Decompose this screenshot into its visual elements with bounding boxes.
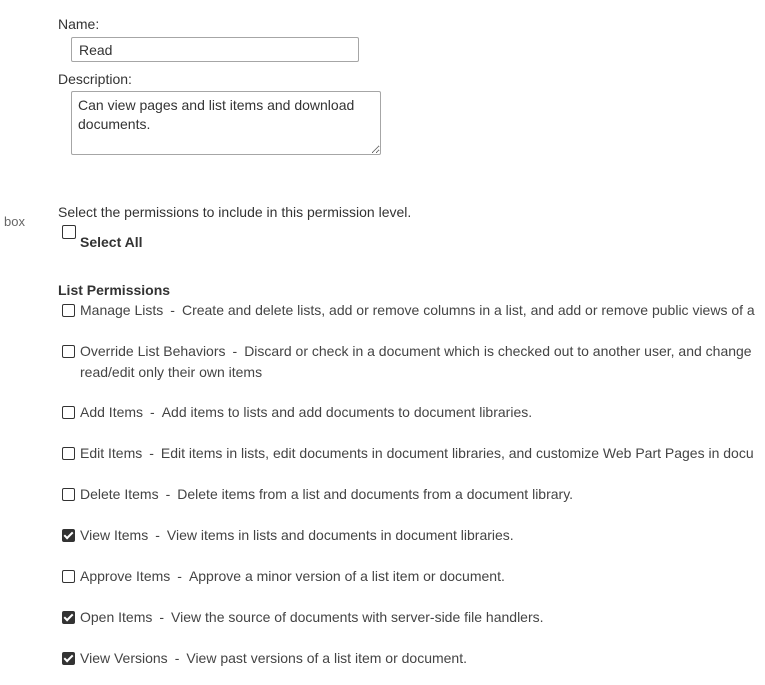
- permission-separator: -: [165, 486, 171, 502]
- permission-separator: -: [159, 609, 165, 625]
- permission-separator: -: [174, 650, 180, 666]
- permission-row: [80, 607, 544, 628]
- permission-description: Delete items from a list and documents from a document library.: [177, 486, 574, 502]
- permission-description: Approve a minor version of a list item or document.: [188, 568, 505, 584]
- permission-name[interactable]: View Versions: [80, 650, 168, 666]
- permission-row: [80, 484, 573, 505]
- description-textarea[interactable]: [71, 91, 381, 155]
- list-permissions-title: List Permissions: [58, 282, 171, 298]
- permission-name[interactable]: Override List Behaviors: [80, 343, 226, 359]
- permission-checkbox[interactable]: [62, 345, 75, 358]
- permission-name[interactable]: View Items: [80, 527, 149, 543]
- permission-checkbox[interactable]: [62, 611, 75, 624]
- permission-description: Discard or check in a document which is checked out to another user, and change: [244, 343, 752, 359]
- permission-checkbox[interactable]: [62, 447, 75, 460]
- permission-separator: -: [177, 568, 182, 584]
- permission-row: [80, 525, 514, 546]
- permission-row: [80, 341, 752, 383]
- permission-description: View the source of documents with server-side file handlers.: [171, 609, 544, 625]
- permission-name[interactable]: Add Items: [80, 404, 144, 420]
- permission-name[interactable]: Delete Items: [80, 486, 159, 502]
- name-input[interactable]: [71, 37, 359, 62]
- permission-separator: -: [155, 527, 160, 543]
- name-label: Name:: [58, 16, 100, 32]
- permission-separator: -: [170, 302, 175, 318]
- permission-name[interactable]: Approve Items: [80, 568, 171, 584]
- permission-description: Add items to lists and add documents to document libraries.: [161, 404, 533, 420]
- permission-separator: -: [232, 343, 238, 359]
- permission-checkbox[interactable]: [62, 652, 75, 665]
- permission-separator: -: [150, 404, 155, 420]
- permission-row: [80, 443, 754, 464]
- permission-name[interactable]: Manage Lists: [80, 302, 164, 318]
- permission-row: [80, 648, 467, 669]
- permission-description: View items in lists and documents in document libraries.: [166, 527, 514, 543]
- permission-description: Create and delete lists, add or remove columns in a list, and add or remove public views of a: [181, 302, 755, 318]
- permission-checkbox[interactable]: [62, 529, 75, 542]
- permission-checkbox[interactable]: [62, 406, 75, 419]
- permission-description: Edit items in lists, edit documents in document libraries, and customize Web Part Pages in docu: [160, 445, 754, 461]
- permission-checkbox[interactable]: [62, 570, 75, 583]
- description-label: Description:: [58, 71, 132, 87]
- permission-separator: -: [149, 445, 154, 461]
- permission-row: [80, 566, 505, 587]
- side-label-box: box: [4, 214, 25, 229]
- permission-checkbox[interactable]: [62, 304, 75, 317]
- permission-name[interactable]: Open Items: [80, 609, 153, 625]
- permission-row: [80, 300, 755, 321]
- permission-description-continued: read/edit only their own items: [80, 364, 263, 380]
- permission-name[interactable]: Edit Items: [80, 445, 143, 461]
- select-all-checkbox[interactable]: [62, 225, 76, 239]
- select-all-label[interactable]: Select All: [80, 234, 143, 250]
- permission-checkbox[interactable]: [62, 488, 75, 501]
- permission-description: View past versions of a list item or document.: [186, 650, 468, 666]
- permission-row: [80, 402, 532, 423]
- permissions-intro: Select the permissions to include in this permission level.: [58, 204, 412, 220]
